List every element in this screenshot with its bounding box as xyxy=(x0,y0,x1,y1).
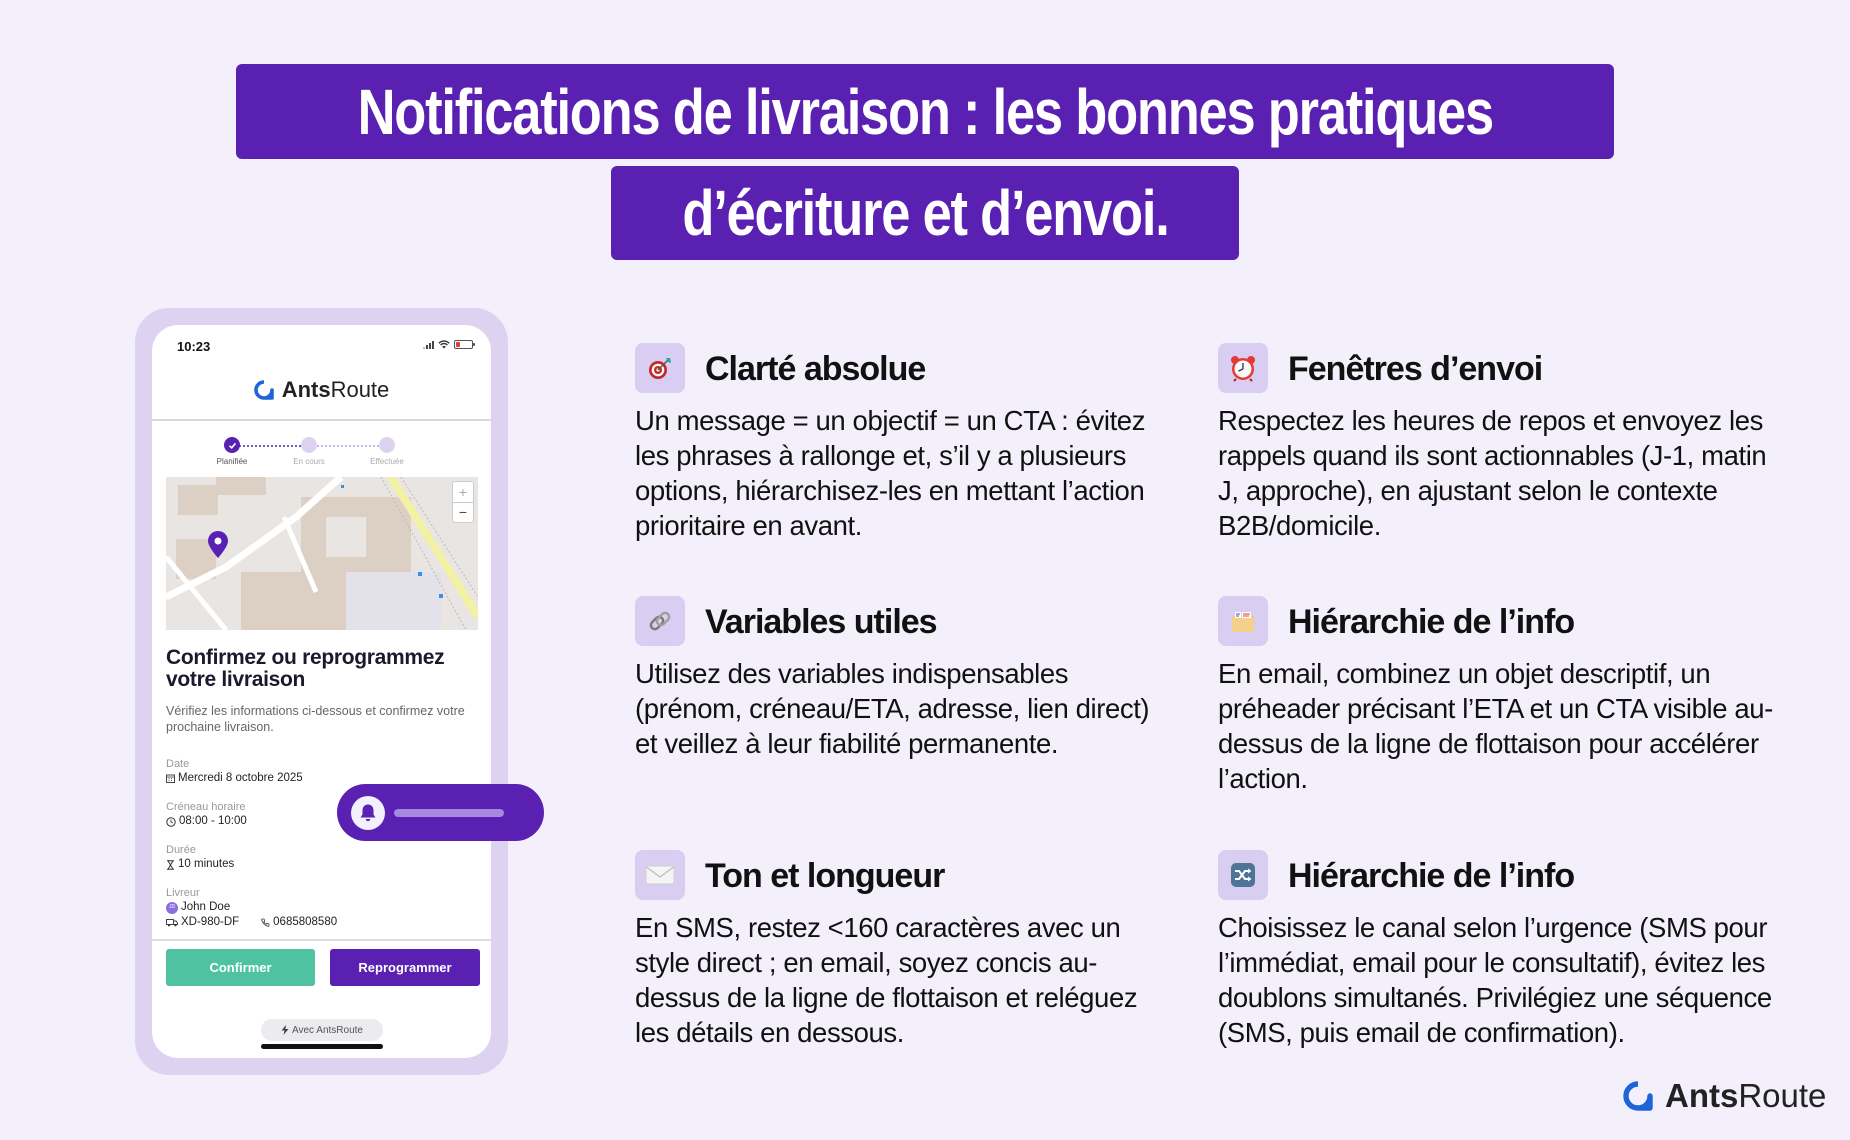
location-pin-icon xyxy=(207,531,229,559)
app-name-light: Route xyxy=(330,377,390,402)
hourglass-icon xyxy=(166,860,175,870)
clock-icon xyxy=(166,817,176,827)
wifi-icon xyxy=(438,340,450,349)
card-title: Confirmez ou reprogrammez votre livraison xyxy=(166,646,445,691)
page-title-text-2: d’écriture et d’envoi. xyxy=(681,177,1169,249)
reschedule-button[interactable]: Reprogrammer xyxy=(330,949,480,986)
footer-brand-logo xyxy=(1623,1077,1826,1115)
field-label: Livreur xyxy=(166,887,200,899)
bell-icon xyxy=(351,796,385,830)
section-title: Ton et longueur xyxy=(705,857,945,895)
delivery-map[interactable] xyxy=(166,477,478,630)
field-label: Durée xyxy=(166,844,196,856)
envelope-icon xyxy=(635,850,685,900)
section-title: Fenêtres d’envoi xyxy=(1288,350,1543,388)
powered-by-text: Avec AntsRoute xyxy=(292,1024,363,1036)
truck-icon xyxy=(166,918,178,927)
footer-brand-bold: Ants xyxy=(1665,1077,1739,1114)
field-value: 08:00 - 10:00 xyxy=(179,815,247,827)
page-title-text-1: Notifications de livraison : les bonnes pratiques xyxy=(357,75,1493,148)
field-label: Créneau horaire xyxy=(166,801,246,813)
status-bar xyxy=(152,325,491,365)
driver-plate: XD-980-DF xyxy=(181,916,240,928)
driver-avatar: JD xyxy=(166,902,178,914)
driver-name: John Doe xyxy=(181,901,231,913)
antsroute-logo-icon xyxy=(1623,1081,1653,1111)
check-icon xyxy=(224,437,240,453)
page-title-line-1 xyxy=(236,64,1614,159)
section-title: Variables utiles xyxy=(705,603,937,641)
calendar-icon xyxy=(166,774,175,783)
delivery-stepper xyxy=(152,437,491,473)
phone-screen xyxy=(152,325,491,1058)
section-body: En SMS, restez <160 caractères avec un style direct ; en email, soyez concis au-dessus de la ligne de flottaison et reléguez les détails en dessous. xyxy=(635,912,1138,1048)
driver-phone: 0685808580 xyxy=(273,916,338,928)
field-date xyxy=(166,757,476,786)
antsroute-logo-icon xyxy=(254,380,274,400)
field-value: Mercredi 8 octobre 2025 xyxy=(178,772,303,784)
footer-brand-light: Route xyxy=(1738,1077,1827,1114)
section-body: Respectez les heures de repos et envoyez les rappels quand ils sont actionnables (J-1, matin J, approche), en ajustant selon le contexte B2B/domicile. xyxy=(1218,405,1767,541)
map-zoom-controls xyxy=(452,481,474,523)
actions-divider xyxy=(152,939,491,941)
card-index-icon xyxy=(1218,596,1268,646)
app-logo xyxy=(152,377,491,403)
app-name-bold: Ants xyxy=(281,377,331,402)
phone-icon xyxy=(261,918,270,927)
notification-text-placeholder xyxy=(394,809,504,817)
step-completed xyxy=(352,437,422,466)
confirm-button[interactable]: Confirmer xyxy=(166,949,315,986)
step-label: En cours xyxy=(293,457,325,466)
page-title-line-2 xyxy=(611,166,1239,260)
field-driver xyxy=(166,886,476,930)
section-body: En email, combinez un objet descriptif, un préheader précisant l’ETA et un CTA visible au-dessus de la ligne de flottaison pour accélérer l’action. xyxy=(1218,658,1773,794)
battery-icon xyxy=(454,340,473,349)
step-dot xyxy=(379,437,395,453)
status-icons xyxy=(423,340,473,349)
status-time: 10:23 xyxy=(177,339,211,354)
section-title: Hiérarchie de l’info xyxy=(1288,603,1575,641)
step-dot xyxy=(301,437,317,453)
step-planned xyxy=(197,437,267,466)
field-label: Date xyxy=(166,758,190,770)
card-subtitle: Vérifiez les informations ci-dessous et confirmez votre prochaine livraison. xyxy=(166,704,465,734)
step-label: Effectuée xyxy=(370,457,404,466)
notification-pill xyxy=(337,784,544,841)
section-title: Clarté absolue xyxy=(705,350,926,388)
section-body: Choisissez le canal selon l’urgence (SMS pour l’immédiat, email pour le consultatif), évitez les doublons simultanés. Privilégiez une séquence (SMS, puis email de confirmation). xyxy=(1218,912,1772,1048)
map-zoom-out-button[interactable]: − xyxy=(458,504,468,521)
link-icon xyxy=(635,596,685,646)
shuffle-icon xyxy=(1218,850,1268,900)
section-body: Un message = un objectif = un CTA : évitez les phrases à rallonge et, s’il y a plusieurs options, hiérarchisez-les en mettant l’action prioritaire en avant. xyxy=(635,405,1146,541)
section-body: Utilisez des variables indispensables (prénom, créneau/ETA, adresse, lien direct) et veillez à leur fiabilité permanente. xyxy=(635,658,1150,759)
phone-mockup xyxy=(135,308,508,1075)
step-in-progress xyxy=(274,437,344,466)
powered-by-badge[interactable] xyxy=(261,1019,383,1041)
section-title: Hiérarchie de l’info xyxy=(1288,857,1575,895)
dart-target-icon xyxy=(635,343,685,393)
signal-icon xyxy=(423,340,434,349)
field-duration xyxy=(166,843,476,872)
lightning-icon xyxy=(281,1025,289,1035)
header-divider xyxy=(152,419,491,421)
field-value: 10 minutes xyxy=(178,858,235,870)
alarm-clock-icon xyxy=(1218,343,1268,393)
map-zoom-in-button[interactable]: + xyxy=(453,482,473,503)
step-label: Planifiée xyxy=(216,457,248,466)
home-indicator xyxy=(261,1044,383,1049)
